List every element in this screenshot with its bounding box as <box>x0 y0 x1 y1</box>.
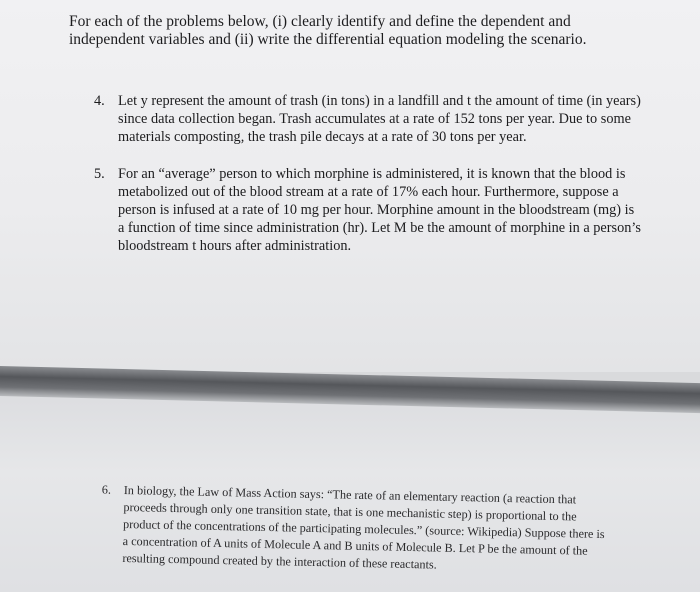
problem-text: For an “average” person to which morphine is administered, it is known that the blood is metabolized out of the blood stream at a rate of 17% each hour. Furthermore, suppose a person is infused at a rate of 10 mg per hour. Morphine amount in the bloodstream (mg) is a function of time since administration (hr). Let M be the amount of morphine in a person’s bloodstream t hours after administration. <box>118 166 641 254</box>
problem-text: Let y represent the amount of trash (in tons) in a landfill and t the amount of time (in years) since data collection began. Trash accumulates at a rate of 152 tons per year. Due to some materials composting, the trash pile decays at a rate of 30 tons per year. <box>118 93 641 145</box>
problem-number: 4. <box>94 93 105 109</box>
instructions: For each of the problems below, (i) clearly identify and define the dependent and independent variables and (ii) write the differential equation modeling the scenario. <box>69 13 587 48</box>
problem-number: 6. <box>101 482 112 497</box>
problem-4 <box>94 92 643 146</box>
problem-5 <box>94 165 643 255</box>
problem-number: 5. <box>94 166 105 182</box>
problem-6 <box>101 482 609 577</box>
problem-text: In biology, the Law of Mass Action says: “The rate of an elementary reaction (a reaction that proceeds through only one transition state, that is one mechanistic step) is proportional to the product of the concentrations of the participating molecules.” (source: Wikipedia) Suppose there is a concentration of A units of Molecule A and B units of Molecule B. Let P be the amount of the resulting compound created by the interaction of these reactants. <box>122 482 605 572</box>
